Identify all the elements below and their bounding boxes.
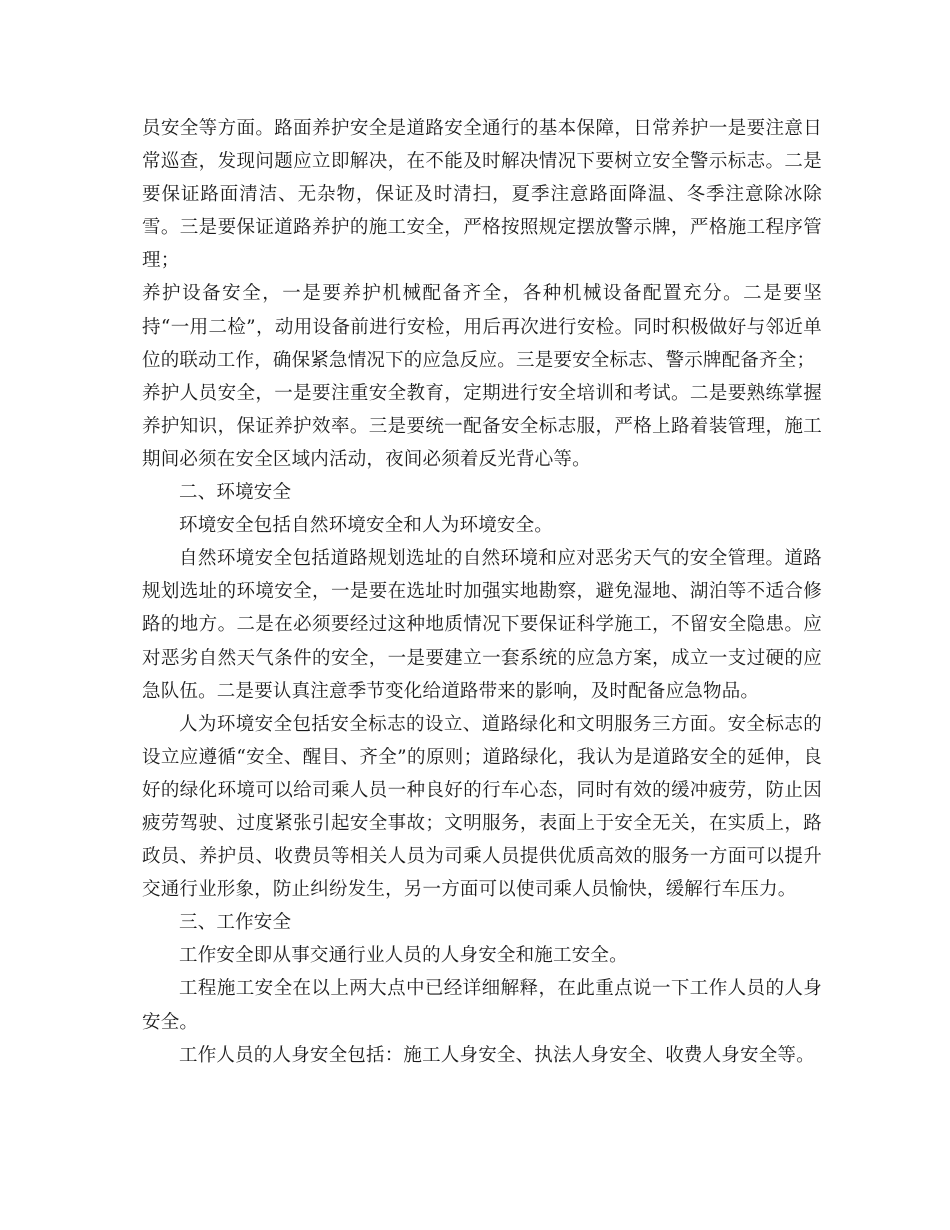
paragraph-road-maintenance: 员安全等方面。路面养护安全是道路安全通行的基本保障，日常养护一是要注意日常巡查，发现问题应立即解决，在不能及时解决情况下要树立安全警示标志。二是要保证路面清洁、无杂物，保证及时清扫，夏季注意路面降温、冬季注意除冰除雪。三是要保证道路养护的施工安全，严格按照规定摆放警示牌，严格施工程序管理；: [142, 118, 822, 272]
section-heading-work: 三、工作安全: [179, 912, 292, 934]
paragraph-construction-safety: 工程施工安全在以上两大点中已经详细解释，在此重点说一下工作人员的人身安全。: [142, 978, 822, 1033]
paragraph-environment-intro: 环境安全包括自然环境安全和人为环境安全。: [179, 515, 554, 537]
section-heading-environment: 二、环境安全: [179, 482, 292, 504]
paragraph-personnel-safety: 养护人员安全，一是要注重安全教育，定期进行安全培训和考试。二是要熟练掌握养护知识，保证养护效率。三是要统一配备安全标志服，严格上路着装管理，施工期间必须在安全区域内活动，夜间必须着反光背心等。: [142, 382, 822, 470]
paragraph-natural-environment: 自然环境安全包括道路规划选址的自然环境和应对恶劣天气的安全管理。道路规划选址的环境安全，一是要在选址时加强实地勘察，避免湿地、湖泊等不适合修路的地方。二是在必须要经过这种地质情况下要保证科学施工，不留安全隐患。应对恶劣自然天气条件的安全，一是要建立一套系统的应急方案，成立一支过硬的应急队伍。二是要认真注意季节变化给道路带来的影响，及时配备应急物品。: [142, 548, 822, 702]
document-body: [142, 112, 822, 1072]
paragraph-personal-safety: 工作人员的人身安全包括：施工人身安全、执法人身安全、收费人身安全等。: [179, 1044, 815, 1066]
paragraph-human-environment: 人为环境安全包括安全标志的设立、道路绿化和文明服务三方面。安全标志的设立应遵循“安全、醒目、齐全”的原则；道路绿化，我认为是道路安全的延伸，良好的绿化环境可以给司乘人员一种良好的行车心态，同时有效的缓冲疲劳，防止因疲劳驾驶、过度紧张引起安全事故；文明服务，表面上于安全无关，在实质上，路政员、养护员、收费员等相关人员为司乘人员提供优质高效的服务一方面可以提升交通行业形象，防止纠纷发生，另一方面可以使司乘人员愉快，缓解行车压力。: [142, 713, 822, 901]
paragraph-work-intro: 工作安全即从事交通行业人员的人身安全和施工安全。: [179, 945, 628, 967]
paragraph-equipment-safety: 养护设备安全，一是要养护机械配备齐全，各种机械设备配置充分。二是要坚持“一用二检”，动用设备前进行安检，用后再次进行安检。同时积极做好与邻近单位的联动工作，确保紧急情况下的应急反应。三是要安全标志、警示牌配备齐全；: [142, 283, 822, 371]
